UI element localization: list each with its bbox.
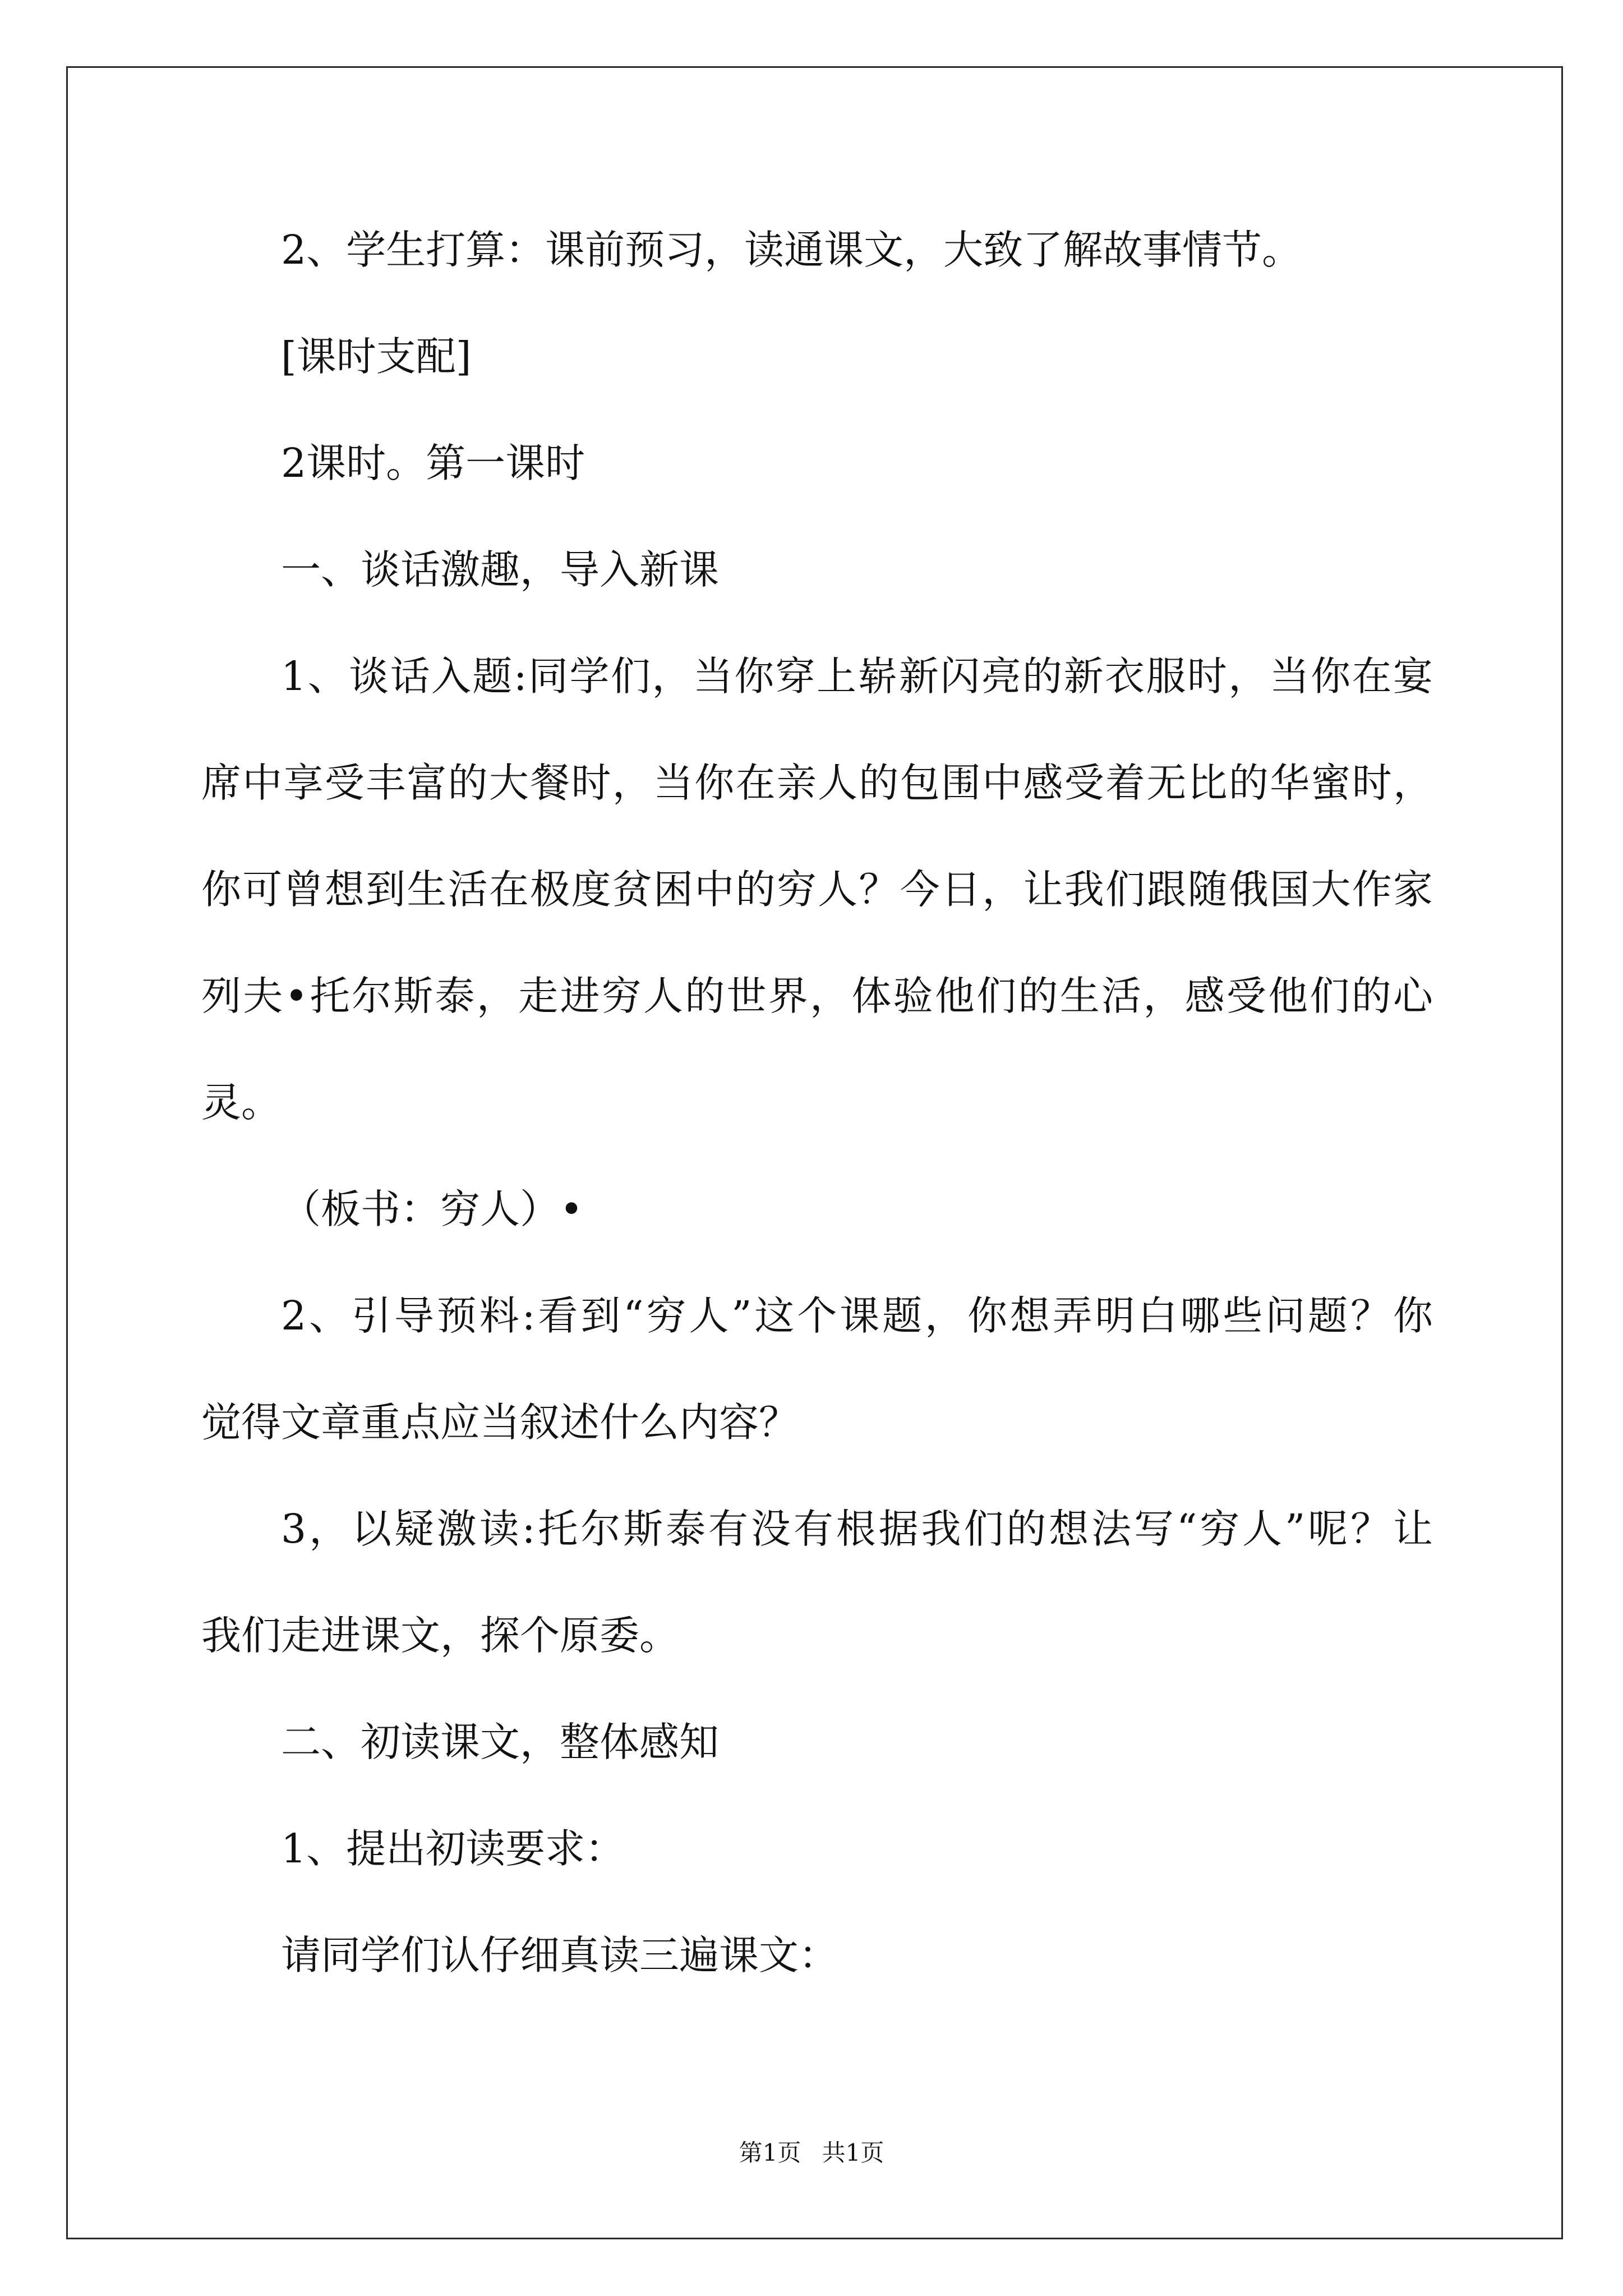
- paragraph-line: 一、谈话激趣，导入新课: [281, 546, 720, 593]
- page-number-label: 第1页 共1页: [739, 2139, 884, 2166]
- paragraph-line: 2、引导预料:看到“穷人”这个课题，你想弄明白哪些问题？你: [281, 1292, 1433, 1339]
- paragraph: [201, 1796, 1433, 1902]
- paragraph-line: [课时支配]: [281, 333, 472, 380]
- page-footer: [0, 2136, 1623, 2170]
- paragraph: [201, 1263, 1433, 1476]
- paragraph-line: 二、初读课文，整体感知: [281, 1719, 720, 1765]
- paragraph-line: 1、提出初读要求：: [281, 1825, 625, 1872]
- paragraph: [201, 303, 1433, 410]
- paragraph-line: 1、谈话入题:同学们，当你穿上崭新闪亮的新衣服时，当你在宴: [281, 653, 1433, 700]
- paragraph-line: 请同学们认仔细真读三遍课文：: [281, 1932, 839, 1978]
- paragraph: [201, 1902, 1433, 2009]
- paragraph: [201, 410, 1433, 517]
- paragraph-line: 3，以疑激读:托尔斯泰有没有根据我们的想法写“穷人”呢？让: [281, 1506, 1433, 1552]
- paragraph-line: 灵。: [201, 1079, 282, 1126]
- paragraph-line: （板书：穷人）•: [281, 1186, 583, 1232]
- paragraph-line: 2课时。第一课时: [281, 440, 585, 486]
- paragraph-line: 2、学生打算：课前预习，读通课文，大致了解故事情节。: [281, 227, 1302, 273]
- paragraph-line: 觉得文章重点应当叙述什么内容？: [201, 1399, 799, 1446]
- section-heading: [201, 517, 1433, 623]
- document-body: [201, 197, 1433, 2009]
- paragraph-line: 列夫•托尔斯泰，走进穷人的世界，体验他们的生活，感受他们的心: [201, 973, 1433, 1019]
- paragraph: [201, 1156, 1433, 1263]
- paragraph: [201, 623, 1433, 1156]
- paragraph-line: 你可曾想到生活在极度贫困中的穷人？今日，让我们跟随俄国大作家: [201, 866, 1433, 913]
- section-heading: [201, 1689, 1433, 1796]
- paragraph-line: 席中享受丰富的大餐时，当你在亲人的包围中感受着无比的华蜜时，: [201, 760, 1433, 806]
- paragraph: [201, 197, 1433, 303]
- paragraph-line: 我们走进课文，探个原委。: [201, 1612, 680, 1659]
- paragraph: [201, 1476, 1433, 1689]
